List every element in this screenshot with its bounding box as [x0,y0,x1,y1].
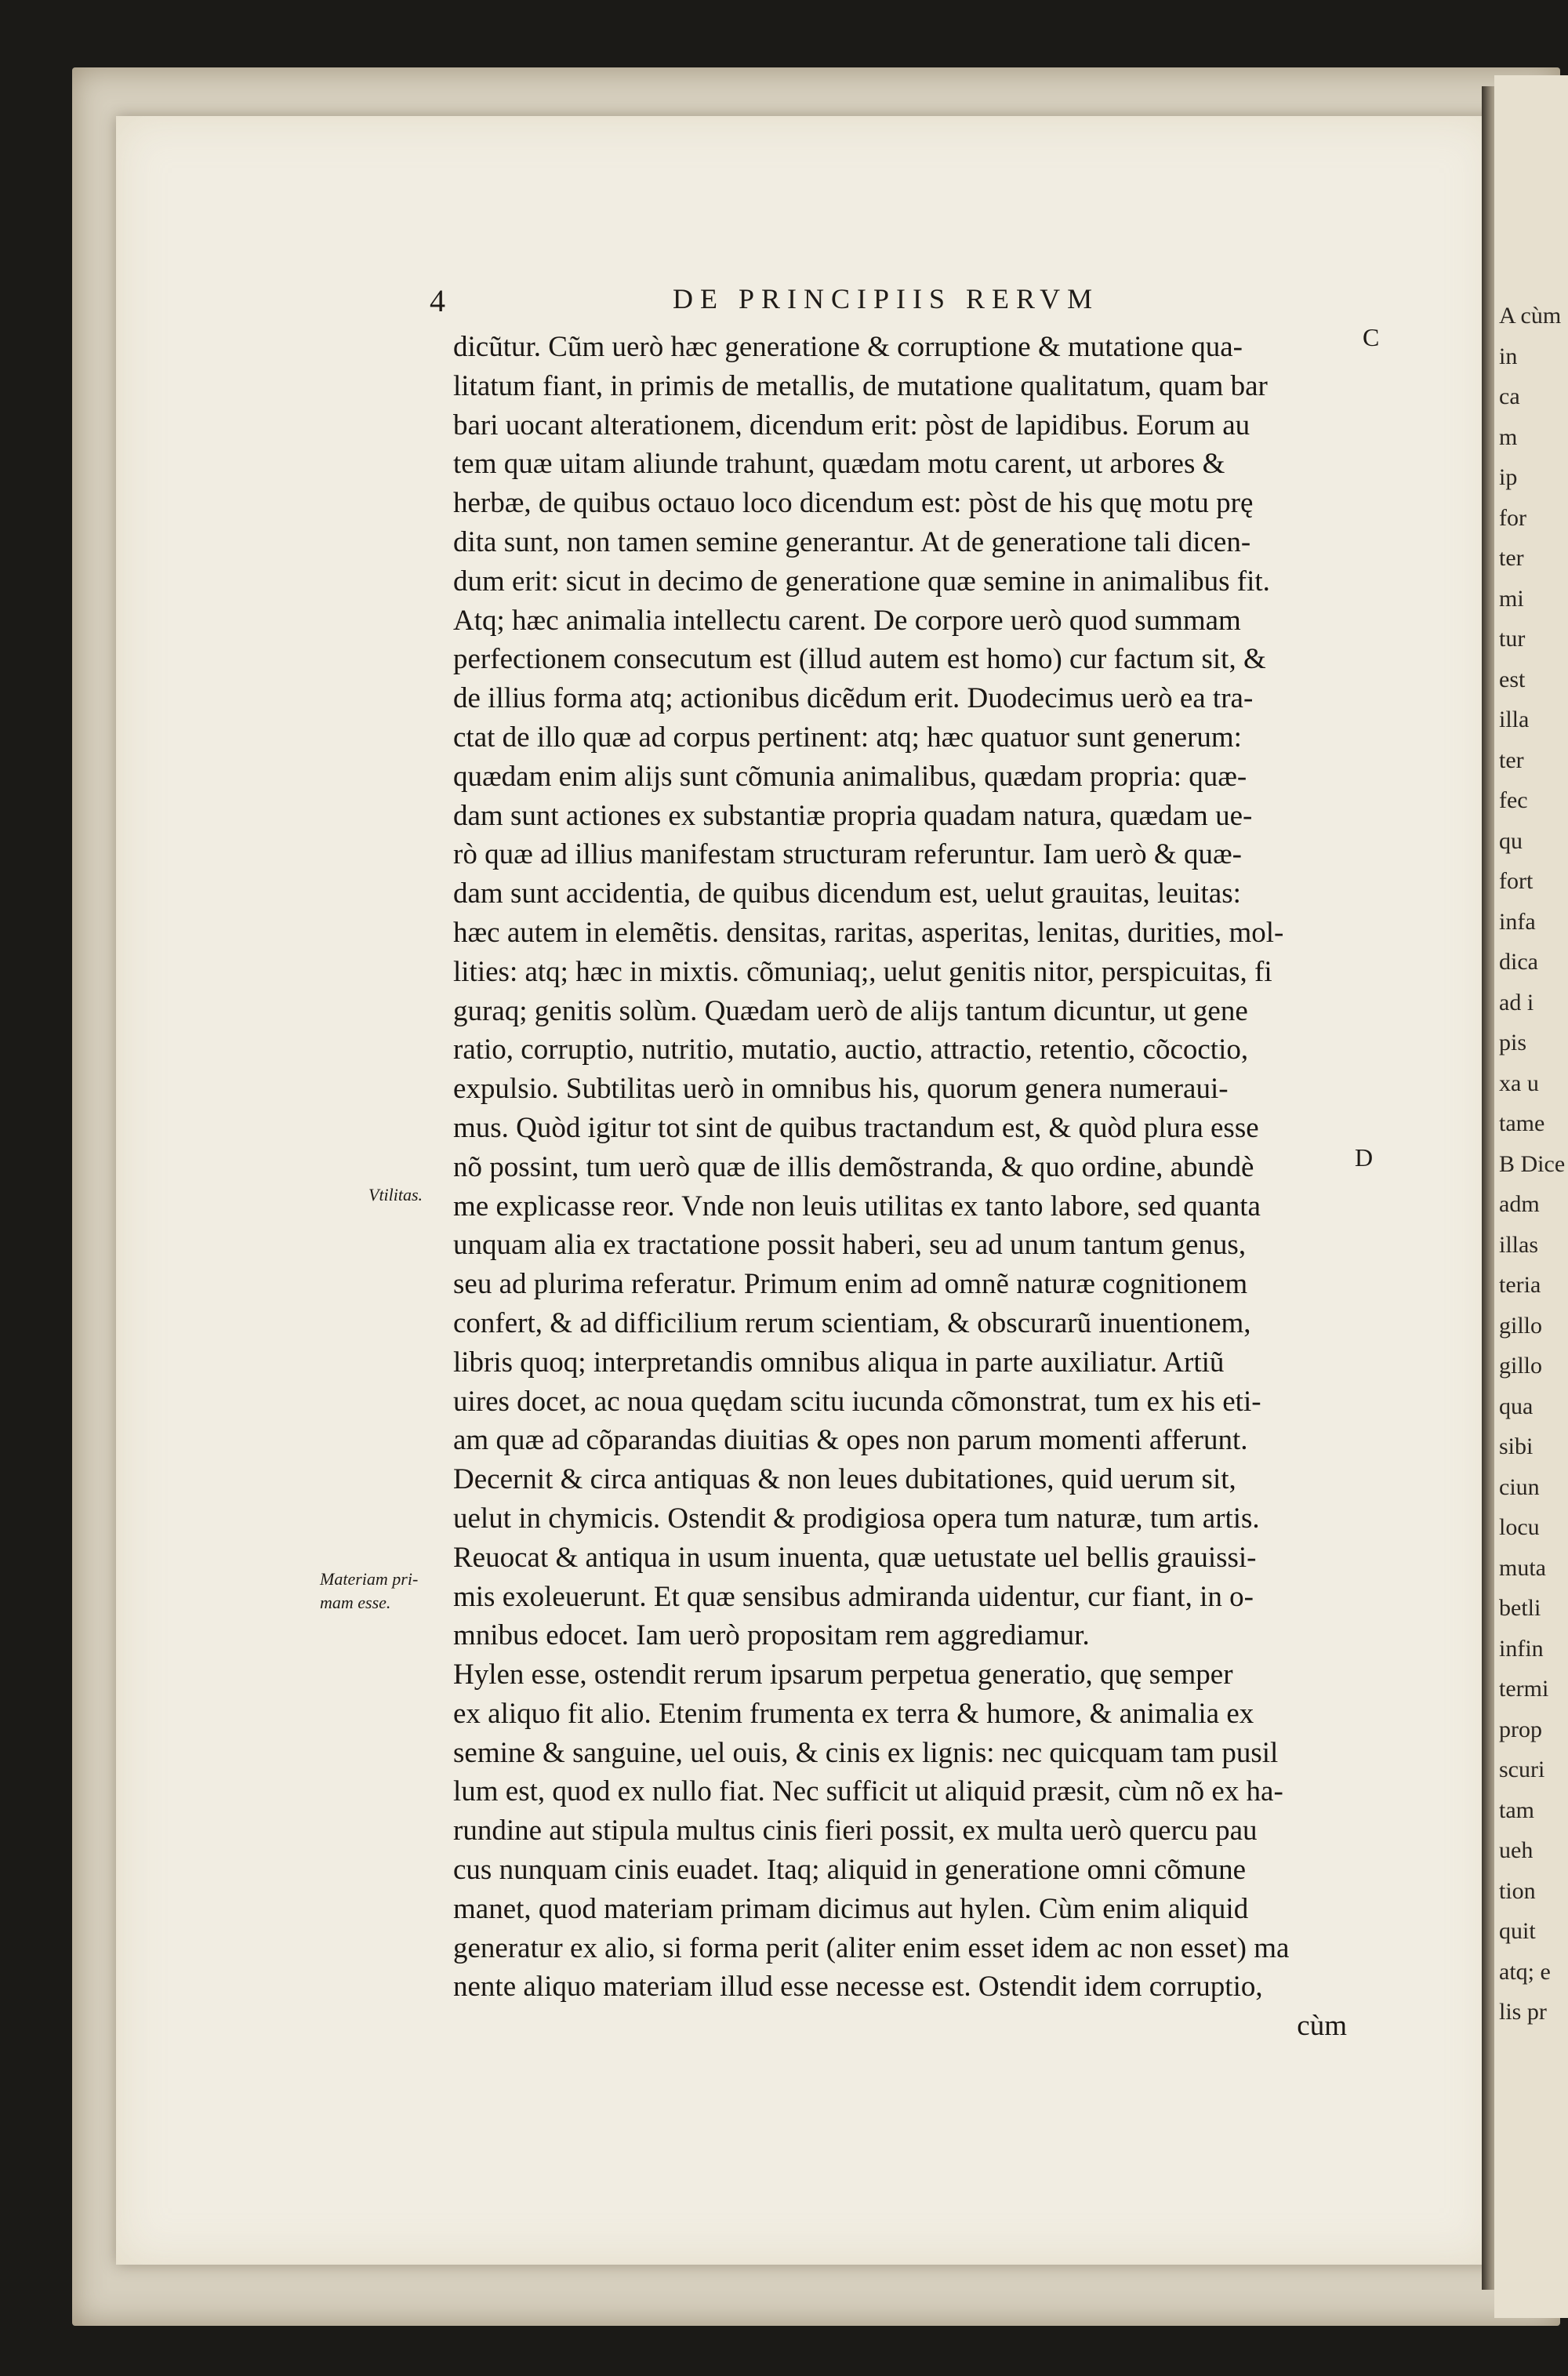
facing-page-line: infin [1499,1635,1544,1662]
text-line: semine & sanguine, uel ouis, & cinis ex lignis: nec quicquam tam pusil [453,1736,1279,1769]
text-line: mnibus edocet. Iam uerò propositam rem aggrediamur. [453,1619,1090,1652]
text-line: tem quæ uitam aliunde trahunt, quædam motu carent, ut arbores & [453,448,1225,481]
text-line: Decernit & circa antiquas & non leues dubitationes, quid uerum sit, [453,1463,1236,1496]
facing-page-line: pis [1499,1030,1527,1055]
page-number: 4 [430,283,445,318]
facing-page-line: m [1499,423,1518,450]
running-head [430,282,1410,325]
facing-page-line: prop [1499,1716,1542,1742]
text-line: herbæ, de quibus octauo loco dicendum est: pòst de his quę motu prę [453,487,1254,520]
text-line: generatur ex alio, si forma perit (aliter enim esset idem ac non esset) ma [453,1931,1290,1964]
facing-page-line: ad i [1499,989,1534,1015]
facing-page-line: tame [1499,1110,1545,1136]
facing-page-line: scuri [1499,1757,1545,1782]
text-line: manet, quod materiam primam dicimus aut hylen. Cùm enim aliquid [453,1892,1249,1925]
text-line: lities: atq; hæc in mixtis. cõmuniaq;, uelut genitis nitor, perspicuitas, fi [453,955,1272,988]
text-line: de illius forma atq; actionibus dicẽdum erit. Duodecimus uerò ea tra- [453,682,1254,715]
text-line: nente aliquo materiam illud esse necesse est. Ostendit idem corruptio, [453,1971,1263,2004]
facing-page-line: fort [1499,868,1534,894]
text-line: dum erit: sicut in decimo de generatione quæ semine in animalibus fit. [453,565,1270,598]
facing-page-line: ter [1499,545,1524,571]
text-line: ratio, corruptio, nutritio, mutatio, auctio, attractio, retentio, cõcoctio, [453,1034,1249,1066]
text-line: rò quæ ad illius manifestam structuram referuntur. Iam uerò & quæ- [453,838,1242,871]
text-line: hæc autem in elemẽtis. densitas, raritas, asperitas, lenitas, durities, mol- [453,916,1284,949]
facing-page-line: muta [1499,1554,1546,1581]
facing-page-line: est [1499,666,1526,692]
text-line: expulsio. Subtilitas uerò in omnibus his, quorum genera numeraui- [453,1073,1229,1106]
margin-note-materia-line2: mam esse. [320,1593,391,1612]
facing-page-line: infa [1499,908,1536,935]
text-line: dam sunt actiones ex substantiæ propria quadam natura, quædam ue- [453,799,1253,832]
header-title: DE PRINCIPIIS RERVM [673,283,1100,314]
facing-page-line: illa [1499,707,1530,732]
text-line: Reuocat & antiqua in usum inuenta, quæ uetustate uel bellis grauissi- [453,1541,1257,1574]
facing-page-line: teria [1499,1272,1541,1298]
text-line: cus nunquam cinis euadet. Itaq; aliquid in generatione omni cõmune [453,1854,1247,1887]
facing-page-line: locu [1499,1514,1540,1540]
facing-page-line: tur [1499,626,1526,652]
facing-page-line: ueh [1499,1837,1534,1863]
facing-page-line: ter [1499,747,1524,773]
facing-page-line: ciun [1499,1473,1540,1500]
text-line: dita sunt, non tamen semine generantur. At de generatione tali dicen- [453,525,1251,558]
text-line: litatum fiant, in primis de metallis, de mutatione qualitatum, quam bar [453,369,1268,402]
facing-page-line: mi [1499,585,1524,612]
facing-page-line: ip [1499,464,1518,490]
text-line: perfectionem consecutum est (illud autem est homo) cur factum sit, & [453,643,1266,676]
text-line: nõ possint, tum uerò quæ de illis demõstranda, & quo ordine, abundè [453,1150,1254,1183]
facing-page-line: gillo [1499,1312,1543,1339]
facing-page-line: gillo [1499,1353,1543,1379]
text-line: am quæ ad cõparandas diuitias & opes non parum momenti afferunt. [453,1424,1248,1457]
facing-page-line: A cùm [1499,303,1562,329]
text-line: mis exoleuerunt. Et quæ sensibus admiranda uidentur, cur fiant, in o- [453,1580,1254,1613]
facing-page-line: for [1499,504,1526,531]
facing-page-line: termi [1499,1676,1549,1702]
text-line: mus. Quòd igitur tot sint de quibus tractandum est, & quòd plura esse [453,1111,1259,1144]
facing-page-line: xa u [1499,1070,1539,1096]
facing-page-line: fec [1499,787,1528,813]
text-line: Atq; hæc animalia intellectu carent. De corpore uerò quod summam [453,604,1241,637]
text-line: uelut in chymicis. Ostendit & prodigiosa opera tum naturæ, tum artis. [453,1502,1260,1535]
facing-page-line: qu [1499,827,1523,854]
text-line: quædam enim alijs sunt cõmunia animalibus, quædam propria: quæ- [453,760,1247,793]
facing-page-line: sibi [1499,1433,1534,1459]
section-marker-c: C [1363,323,1380,351]
facing-page-line: quit [1499,1918,1536,1944]
facing-page-edge [1494,75,1568,2318]
text-line: cùm [1297,2010,1347,2043]
text-line: unquam alia ex tractatione possit haberi, seu ad unum tantum genus, [453,1229,1247,1262]
facing-page-line: atq; e [1499,1958,1551,1985]
facing-page-line: betli [1499,1595,1541,1621]
text-line: confert, & ad difficilium rerum scientiam, & obscurarũ inuentionem, [453,1306,1251,1339]
text-line: Hylen esse, ostendit rerum ipsarum perpetua generatio, quę semper [453,1658,1233,1691]
facing-page-line: tam [1499,1797,1534,1823]
text-line: libris quoq; interpretandis omnibus aliqua in parte auxiliatur. Artiũ [453,1346,1225,1379]
facing-page-line: lis pr [1499,1999,1547,2025]
facing-page-line: illas [1499,1231,1538,1258]
text-line: me explicasse reor. Vnde non leuis utilitas ex tanto labore, sed quanta [453,1190,1261,1223]
text-line: rundine aut stipula multus cinis fieri possit, ex multa uerò quercu pau [453,1815,1258,1847]
margin-note-materia-line1: Materiam pri- [320,1569,419,1589]
body-text [453,328,1347,2046]
text-line: bari uocant alterationem, dicendum erit: pòst de lapidibus. Eorum au [453,409,1250,441]
text-line: seu ad plurima referatur. Primum enim ad omnẽ naturæ cognitionem [453,1268,1248,1301]
facing-page-line: dica [1499,949,1538,975]
facing-page-line: tion [1499,1877,1536,1904]
text-line: uires docet, ac noua quędam scitu iucunda cõmonstrat, tum ex his eti- [453,1385,1261,1418]
text-line: dicũtur. Cũm uerò hæc generatione & corruptione & mutatione qua- [453,331,1243,363]
margin-note-utilitas: Vtilitas. [368,1185,423,1204]
text-line: guraq; genitis solùm. Quædam uerò de alijs tantum dicuntur, ut gene [453,994,1248,1027]
facing-page-line: qua [1499,1393,1534,1419]
text-line: dam sunt accidentia, de quibus dicendum est, uelut grauitas, leuitas: [453,877,1241,910]
facing-page-line: B Dice [1499,1150,1566,1177]
facing-page-line: in [1499,343,1518,369]
text-line: ex aliquo fit alio. Etenim frumenta ex terra & humore, & animalia ex [453,1697,1254,1730]
facing-page-line: ca [1499,383,1520,409]
text-line: ctat de illo quæ ad corpus pertinent: atq; hæc quatuor sunt generum: [453,721,1242,754]
section-marker-d: D [1355,1143,1374,1172]
text-line: lum est, quod ex nullo fiat. Nec sufficit ut aliquid præsit, cùm nõ ex ha- [453,1775,1283,1808]
facing-page-line: adm [1499,1191,1540,1217]
